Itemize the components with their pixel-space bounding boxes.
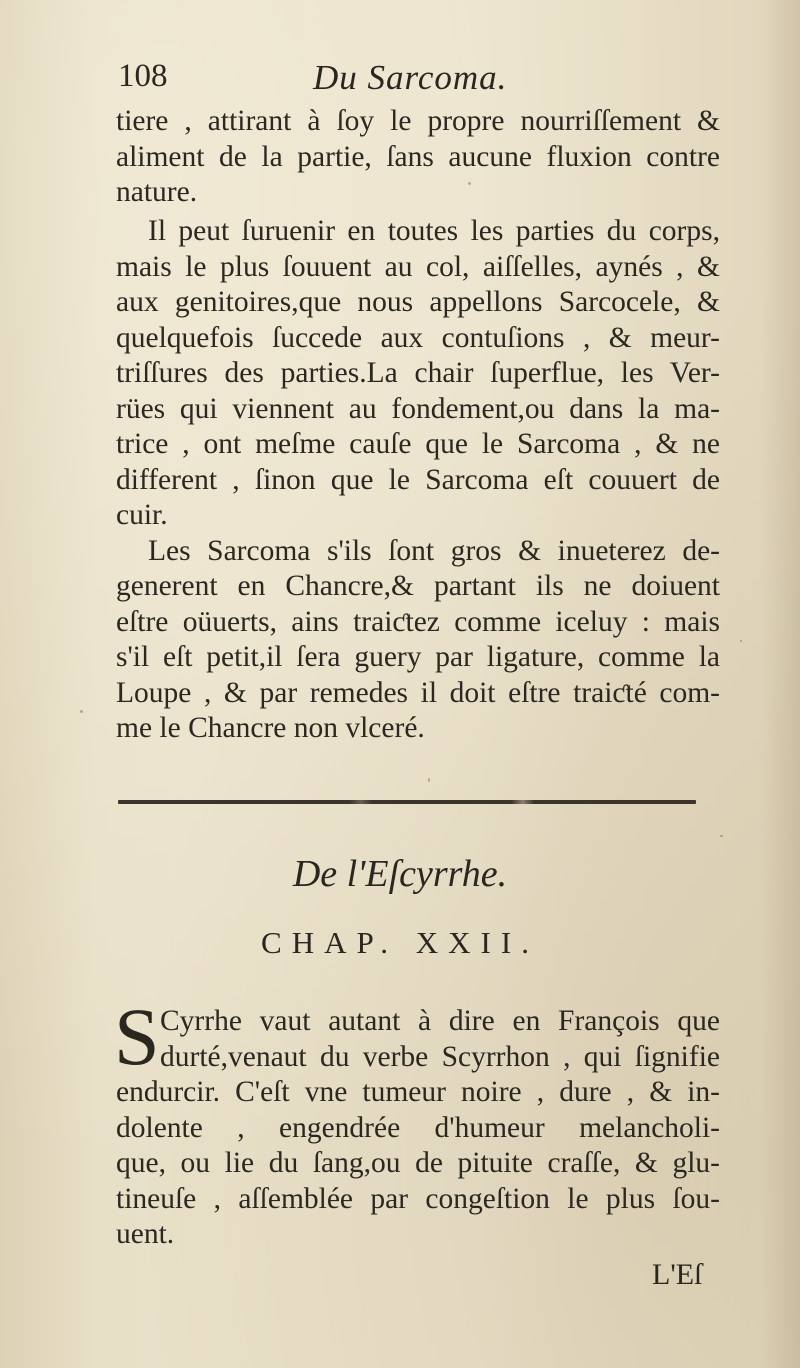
paragraph-continued	[116, 104, 720, 211]
text-line: different , ſinon que le Sarcoma eſt couuert de	[116, 463, 720, 496]
text-line: generent en Chancre,& partant ils ne doiuent	[116, 570, 720, 602]
text-line: s'il eſt petit,il ſera guery par ligature, comme la	[116, 641, 720, 673]
text-line: tiere , attirant à ſoy le propre nourriſſement &	[116, 105, 720, 137]
text-line: aliment de la partie, ſans aucune fluxion contre	[116, 140, 720, 173]
text-line: endurcir. C'eſt vne tumeur noire , dure , & in-	[116, 1076, 720, 1108]
paper-speck	[468, 182, 471, 185]
text-line: quelquefois ſuccede aux contuſions , & meur-	[116, 321, 720, 354]
catchword: L'Eſ	[652, 1258, 703, 1291]
text-line: tineuſe , aſſemblée par congeſtion le plus ſou-	[116, 1182, 720, 1215]
text-line: Il peut ſuruenir en toutes les parties du corps,	[148, 215, 720, 247]
paragraph-scirrhus	[114, 991, 720, 1253]
paper-speck	[80, 710, 83, 713]
page-number: 108	[118, 58, 168, 94]
text-line: me le Chancre non vlceré.	[116, 712, 425, 744]
running-title: Du Sarcoma.	[313, 58, 508, 97]
text-line: durté,venaut du verbe Scyrrhon , qui ſignifie	[160, 1040, 720, 1073]
text-line: uent.	[116, 1218, 175, 1250]
text-line: Cyrrhe vaut autant à dire en François que	[160, 1005, 720, 1037]
text-line: Loupe , & par remedes il doit eſtre traiƈté com-	[116, 676, 720, 709]
paper-speck	[740, 640, 742, 642]
paper-speck	[428, 778, 430, 782]
text-line: que, ou lie du ſang,ou de pituite craſſe, & glu-	[116, 1147, 720, 1179]
paragraph-sites	[116, 214, 720, 747]
page-header	[118, 58, 718, 98]
text-line: Les Sarcoma s'ils ſont gros & inueterez de-	[148, 534, 720, 567]
text-line: dolente , engendrée d'humeur melancholi-	[116, 1111, 720, 1144]
section-divider-rule	[118, 800, 696, 804]
text-line: nature.	[116, 176, 198, 208]
text-line: triſſures des parties.La chair ſuperflue, les Ver-	[116, 357, 720, 389]
section-title: De l'Eſcyrrhe.	[292, 853, 508, 895]
text-line: trice , ont meſme cauſe que le Sarcoma , & ne	[116, 428, 720, 460]
page-edge-shadow	[760, 0, 800, 1368]
drop-cap: S	[114, 991, 160, 1082]
text-line: aux genitoires,que nous appellons Sarcocele, &	[116, 286, 720, 318]
paper-speck	[720, 835, 723, 837]
text-line: mais le plus ſouuent au col, aiſſelles, aynés , &	[116, 250, 720, 283]
text-line: rües qui viennent au fondement,ou dans la ma-	[116, 392, 720, 425]
text-line: eſtre oüuerts, ains traiƈtez comme iceluy : mais	[116, 605, 720, 638]
chapter-heading: CHAP. XXII.	[261, 925, 539, 960]
text-line: cuir.	[116, 499, 168, 531]
